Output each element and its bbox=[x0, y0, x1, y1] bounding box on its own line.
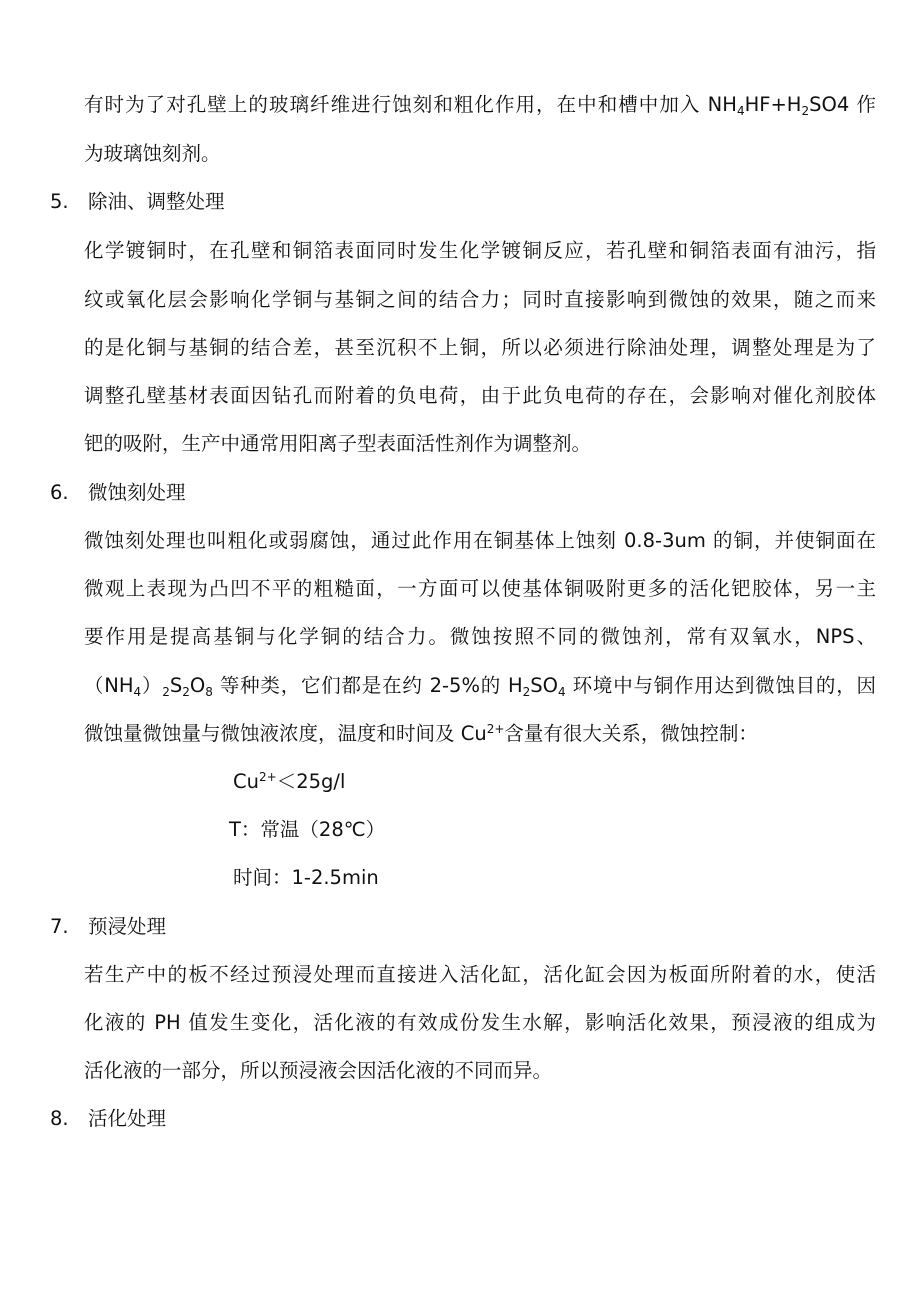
section-5-heading bbox=[50, 188, 920, 216]
section-6-line-1: 微蚀刻处理也叫粗化或弱腐蚀，通过此作用在铜基体上蚀刻 0.8-3um 的铜，并使铜面在 bbox=[84, 529, 876, 552]
section-6-title: 微蚀刻处理 bbox=[88, 481, 186, 504]
section-6-number: 6. bbox=[50, 481, 69, 504]
section-7-line-1: 若生产中的板不经过预浸处理而直接进入活化缸，活化缸会因为板面所附着的水，使活 bbox=[84, 963, 876, 986]
section-5-line-4: 调整孔壁基材表面因钻孔而附着的负电荷，由于此负电荷的存在，会影响对催化剂胶体 bbox=[84, 384, 876, 407]
control-temperature: T：常温（28℃） bbox=[229, 818, 386, 841]
section-7-heading bbox=[50, 913, 920, 941]
section-7-line-3: 活化液的一部分，所以预浸液会因活化液的不同而异。 bbox=[84, 1059, 553, 1082]
section-8-number: 8. bbox=[50, 1107, 69, 1130]
section-8-heading bbox=[50, 1105, 920, 1133]
section-8-title: 活化处理 bbox=[88, 1107, 167, 1130]
section-7-title: 预浸处理 bbox=[88, 915, 167, 938]
intro-line-2: 为玻璃蚀刻剂。 bbox=[84, 142, 221, 165]
section-6-heading bbox=[50, 479, 920, 507]
section-5-line-2: 纹或氧化层会影响化学铜与基铜之间的结合力；同时直接影响到微蚀的效果，随之而来 bbox=[84, 288, 876, 311]
intro-line-1: 有时为了对孔壁上的玻璃纤维进行蚀刻和粗化作用，在中和槽中加入 $NH_4HF+H_2SO4$ 作 bbox=[84, 93, 876, 118]
section-5-line-3: 的是化铜与基铜的结合差，甚至沉积不上铜，所以必须进行除油处理，调整处理是为了 bbox=[84, 336, 876, 359]
section-6-line-5: 微蚀量微蚀量与微蚀液浓度，温度和时间及 $Cu^{2+}$含量有很大关系，微蚀控制： bbox=[84, 722, 758, 745]
control-copper: $Cu^{2+}<25g/l$ bbox=[233, 770, 346, 793]
section-7-number: 7. bbox=[50, 915, 69, 938]
section-6-line-4: $(NH_4)_2S_2O_8$ 等种类，它们都是在约 2-5%的 $H_2SO_4$ 环境中与铜作用达到微蚀目的，因 bbox=[84, 674, 876, 699]
section-5-number: 5. bbox=[50, 190, 69, 213]
section-5-line-1: 化学镀铜时，在孔壁和铜箔表面同时发生化学镀铜反应，若孔壁和铜箔表面有油污，指 bbox=[84, 239, 876, 262]
section-6-line-3: 要作用是提高基铜与化学铜的结合力。微蚀按照不同的微蚀剂，常有双氧水，NPS、 bbox=[84, 625, 876, 648]
section-6-line-2: 微观上表现为凸凹不平的粗糙面，一方面可以使基体铜吸附更多的活化钯胶体，另一主 bbox=[84, 577, 876, 600]
section-5-line-5: 钯的吸附，生产中通常用阳离子型表面活性剂作为调整剂。 bbox=[84, 432, 592, 455]
control-time: 时间：1-2.5min bbox=[233, 866, 379, 889]
section-7-line-2: 化液的 PH 值发生变化，活化液的有效成份发生水解，影响活化效果，预浸液的组成为 bbox=[84, 1011, 876, 1034]
section-5-title: 除油、调整处理 bbox=[88, 190, 225, 213]
